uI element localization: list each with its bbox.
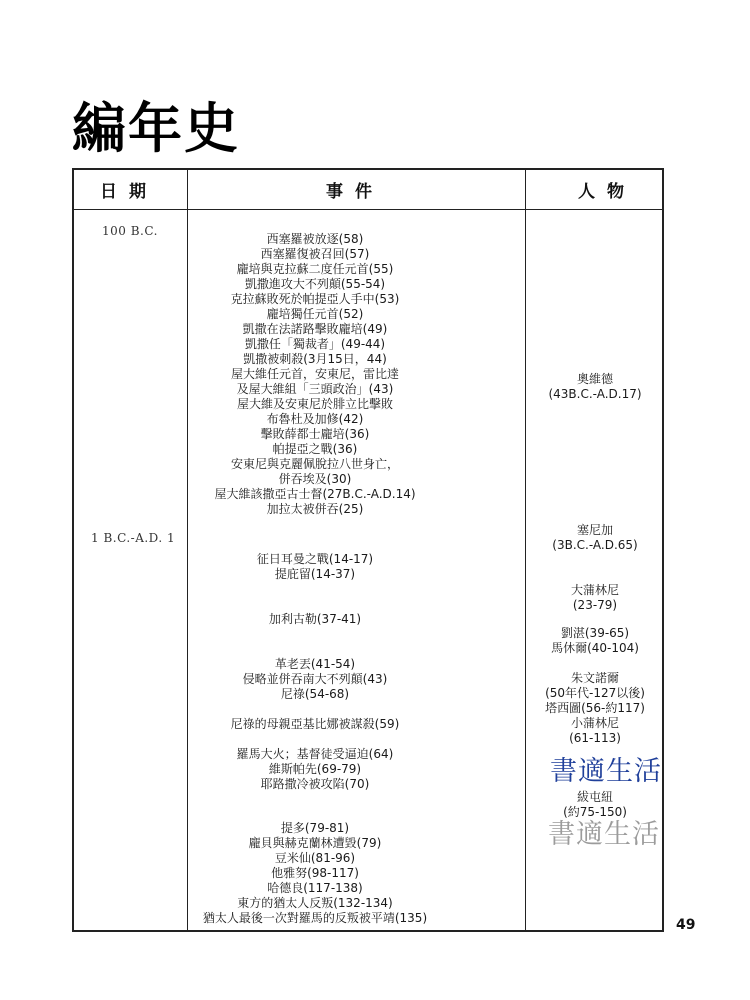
event-item: 尼祿(54-68) bbox=[280, 687, 350, 701]
event-item: 他雅努(98-117) bbox=[271, 866, 359, 880]
event-item: 凱撒任「獨裁者」(49-44) bbox=[244, 337, 386, 351]
event-item: 征日耳曼之戰(14-17) bbox=[256, 552, 374, 566]
event-item: 尼祿的母親亞基比娜被謀殺(59) bbox=[230, 717, 400, 731]
event-item: 龐培與克拉蘇二度任元首(55) bbox=[236, 262, 394, 276]
event-item: 凱撒進攻大不列顛(55-54) bbox=[244, 277, 386, 291]
event-item: 耶路撒冷被攻陷(70) bbox=[260, 777, 370, 791]
person-item: 塞尼加 bbox=[576, 523, 613, 537]
page-title: 編年史 bbox=[72, 96, 240, 160]
page-number: 49 bbox=[676, 917, 696, 933]
person-item: (23-79) bbox=[572, 598, 618, 612]
watermark: 書適生活 bbox=[550, 756, 662, 787]
event-item: 革老丟(41-54) bbox=[274, 657, 356, 671]
person-item: (約75-150) bbox=[563, 805, 627, 819]
person-item: (50年代-127以後) bbox=[545, 686, 645, 700]
event-item: 屋大維及安東尼於腓立比擊敗 bbox=[236, 397, 393, 411]
event-item: 西塞羅被放逐(58) bbox=[266, 232, 364, 246]
header-people: 人物 bbox=[578, 182, 636, 202]
event-item: 提多(79-81) bbox=[280, 821, 350, 835]
person-item: 馬休爾(40-104) bbox=[551, 641, 639, 655]
event-item: 布魯杜及加修(42) bbox=[266, 412, 364, 426]
event-item: 併吞埃及(30) bbox=[278, 472, 352, 486]
event-item: 擊敗薛都士龐培(36) bbox=[260, 427, 370, 441]
event-item: 加利古勒(37-41) bbox=[268, 612, 362, 626]
event-item: 豆米仙(81-96) bbox=[274, 851, 356, 865]
event-item: 東方的猶太人反叛(132-134) bbox=[237, 896, 393, 910]
person-item: 塔西圖(56-約117) bbox=[545, 701, 645, 715]
person-item: (43B.C.-A.D.17) bbox=[548, 387, 642, 401]
header-date: 日期 bbox=[100, 182, 158, 202]
person-item: 奧維德 bbox=[576, 372, 613, 386]
event-item: 猶太人最後一次對羅馬的反叛被平靖(135) bbox=[202, 911, 428, 925]
event-item: 克拉蘇敗死於帕提亞人手中(53) bbox=[230, 292, 400, 306]
event-item: 維斯帕先(69-79) bbox=[268, 762, 362, 776]
header-events: 事件 bbox=[326, 182, 384, 202]
person-item: 紱屯紐 bbox=[576, 790, 613, 804]
watermark: 書適生活 bbox=[548, 819, 660, 850]
event-item: 西塞羅復被召回(57) bbox=[260, 247, 370, 261]
person-item: 小蒲林尼 bbox=[570, 716, 619, 730]
event-item: 提庇留(14-37) bbox=[274, 567, 356, 581]
event-item: 安東尼與克麗佩脫拉八世身亡， bbox=[230, 457, 399, 471]
table-header-row bbox=[74, 170, 662, 210]
event-item: 羅馬大火；基督徒受逼迫(64) bbox=[236, 747, 394, 761]
event-item: 侵略並併吞南大不列顛(43) bbox=[242, 672, 388, 686]
event-item: 屋大維該撒亞古士督(27B.C.-A.D.14) bbox=[214, 487, 416, 501]
event-item: 龐貝與赫克蘭林遭毀(79) bbox=[248, 836, 382, 850]
person-item: 大蒲林尼 bbox=[570, 583, 619, 597]
event-item: 凱撒被刺殺(3月15日，44) bbox=[243, 352, 387, 366]
event-item: 帕提亞之戰(36) bbox=[272, 442, 358, 456]
event-item: 及屋大維組「三頭政治」(43) bbox=[236, 382, 394, 396]
person-item: 劉湛(39-65) bbox=[560, 626, 630, 640]
event-item: 凱撒在法諾路擊敗龐培(49) bbox=[242, 322, 388, 336]
date-label: 1 B.C.-A.D. 1 bbox=[91, 531, 176, 545]
person-item: (3B.C.-A.D.65) bbox=[552, 538, 638, 552]
event-item: 龐培獨任元首(52) bbox=[266, 307, 364, 321]
person-item: (61-113) bbox=[569, 731, 621, 745]
event-item: 加拉太被併吞(25) bbox=[266, 502, 364, 516]
event-item: 屋大維任元首，安東尼，雷比達 bbox=[230, 367, 399, 381]
event-item: 哈德良(117-138) bbox=[267, 881, 363, 895]
person-item: 朱文諾爾 bbox=[570, 671, 619, 685]
date-label: 100 B.C. bbox=[102, 224, 158, 238]
